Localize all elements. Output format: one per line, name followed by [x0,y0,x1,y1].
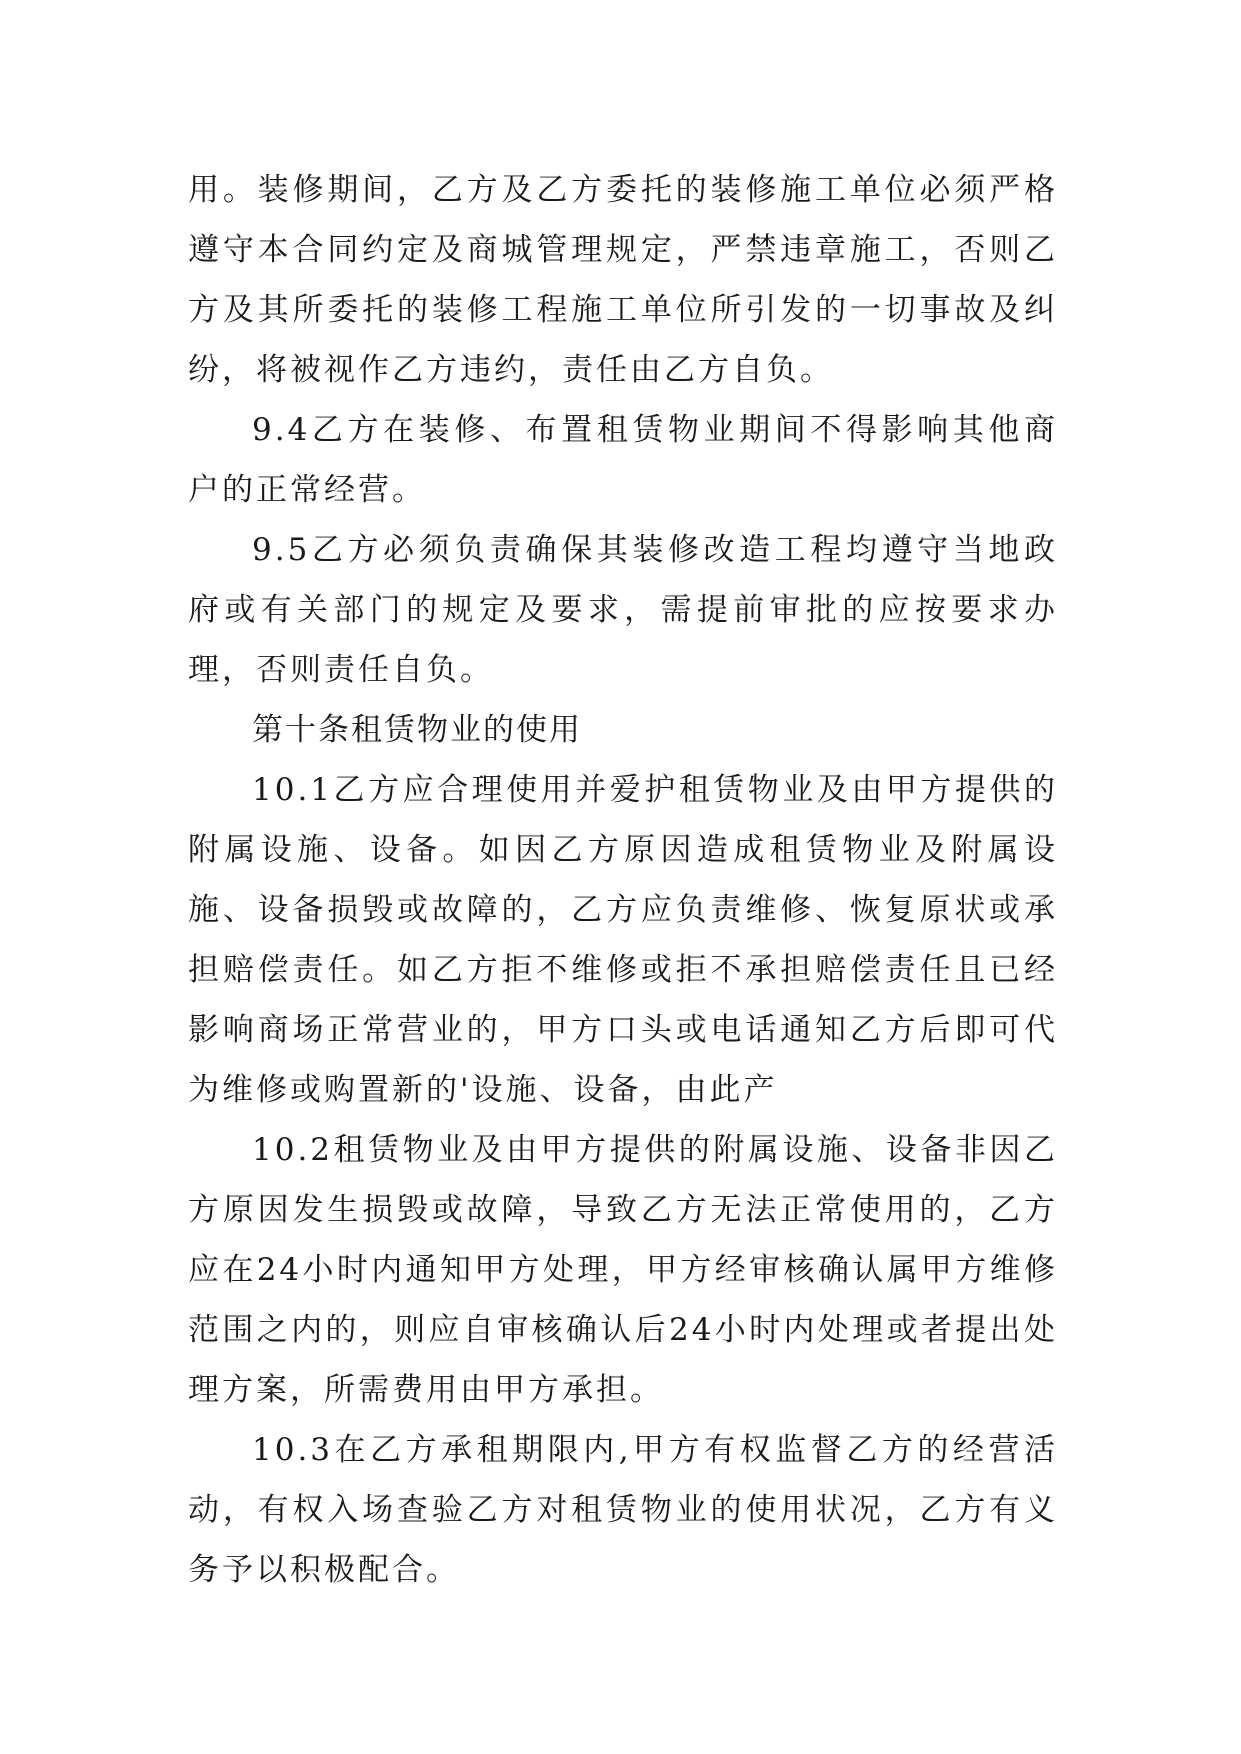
document-body [188,160,1058,1600]
article-10-heading: 第十条租赁物业的使用 [252,712,582,748]
paragraph-decoration-continuation: 用。装修期间，乙方及乙方委托的装修施工单位必须严格遵守本合同约定及商城管理规定，严禁违章施工，否则乙方及其所委托的装修工程施工单位所引发的一切事故及纠纷，将被视作乙方违约，责任由乙方自负。 [188,172,1058,388]
clause-9-5: 9.5乙方必须负责确保其装修改造工程均遵守当地政府或有关部门的规定及要求，需提前审批的应按要求办理，否则责任自负。 [188,532,1058,688]
clause-10-3: 10.3在乙方承租期限内,甲方有权监督乙方的经营活动，有权入场查验乙方对租赁物业的使用状况，乙方有义务予以积极配合。 [188,1432,1058,1588]
clause-10-2: 10.2租赁物业及由甲方提供的附属设施、设备非因乙方原因发生损毁或故障，导致乙方无法正常使用的，乙方应在24小时内通知甲方处理，甲方经审核确认属甲方维修范围之内的，则应自审核确认后24小时内处理或者提出处理方案，所需费用由甲方承担。 [188,1132,1058,1408]
clause-9-4: 9.4乙方在装修、布置租赁物业期间不得影响其他商户的正常经营。 [188,412,1058,508]
clause-10-1: 10.1乙方应合理使用并爱护租赁物业及由甲方提供的附属设施、设备。如因乙方原因造成租赁物业及附属设施、设备损毁或故障的，乙方应负责维修、恢复原状或承担赔偿责任。如乙方拒不维修或拒不承担赔偿责任且已经影响商场正常营业的，甲方口头或电话通知乙方后即可代为维修或购置新的'设施、设备，由此产 [188,772,1058,1108]
